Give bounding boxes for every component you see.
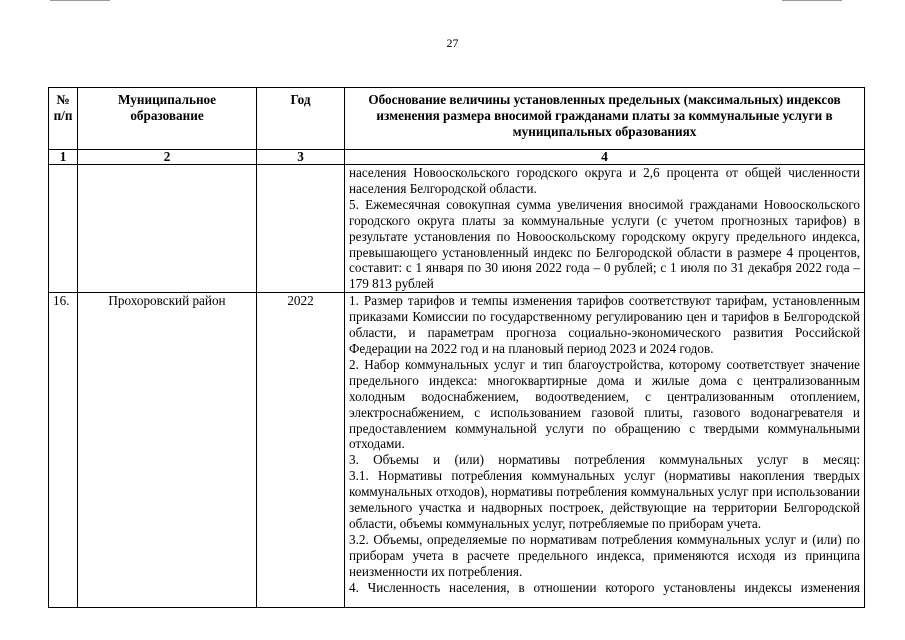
page-cutoff: [349, 595, 860, 607]
table-row: [49, 293, 865, 608]
column-number-row: [49, 150, 865, 165]
paragraph: 2. Набор коммунальных услуг и тип благоустройства, которому соответствует значение предельного индекса: многоквартирные дома и жилые дома с централизованным холодным водоснабжением, водоотведением, с централизованным отоплением, электроснабжением, с использованием газовой плиты, газового водонагревателя и предоставлением коммунальной услуги по обращению с твердыми коммунальными отходами.: [349, 356, 860, 452]
top-edge-line-left: [50, 0, 110, 1]
paragraph: населения Новооскольского городского округа и 2,6 процента от общей численности населения Белгородской области.: [349, 165, 860, 196]
header-justification: Обоснование величины установленных предельных (максимальных) индексов изменения размера вносимой гражданами платы за коммунальные услуги в муниципальных образованиях: [345, 88, 865, 150]
row-year: [257, 165, 345, 293]
paragraph: 3. Объемы и (или) нормативы потребления коммунальных услуг в месяц:: [349, 452, 860, 468]
row-municipality: [78, 165, 257, 293]
column-number-1: 1: [49, 150, 78, 165]
paragraph: 4. Численность населения, в отношении которого установлены индексы изменения: [349, 579, 860, 595]
row-num: [49, 165, 78, 293]
column-number-2: 2: [78, 150, 257, 165]
paragraph: 5. Ежемесячная совокупная сумма увеличения вносимой гражданами Новооскольского городского округа платы за коммунальные услуги (с учетом прогнозных тарифов) в результате установления по Новооскольскому городскому округу предельного индекса, превышающего установленный индекс по Белгородской области в размере 4 процентов, составит: с 1 января по 30 июня 2022 года – 0 рублей; с 1 июля по 31 декабря 2022 года – 179 813 рублей: [349, 196, 860, 292]
header-num: № п/п: [49, 88, 78, 150]
header-municipality: Муниципальное образование: [78, 88, 257, 150]
table-row: [49, 165, 865, 293]
paragraph: 1. Размер тарифов и темпы изменения тарифов соответствуют тарифам, установленным приказами Комиссии по государственному регулированию цен и тарифов в Белгородской области, и параметрам прогноза социально-экономического развития Российской Федерации на 2022 год и на плановый период 2023 и 2024 годов.: [349, 293, 860, 356]
paragraph: 3.2. Объемы, определяемые по нормативам потребления коммунальных услуг и (или) по приборам учета в расчете предельного индекса, применяются исходя из принципа неизменности их потребления.: [349, 531, 860, 579]
row-num: 16.: [49, 293, 78, 608]
paragraph: 3.1. Нормативы потребления коммунальных услуг (нормативы накопления твердых коммунальных отходов), нормативы потребления коммунальных услуг при использовании земельного участка и надворных построек, действующие на территории Белгородской области, объемы коммунальных услуг, потребляемые по приборам учета.: [349, 468, 860, 531]
row-justification: [345, 165, 865, 293]
row-year: 2022: [257, 293, 345, 608]
row-justification: [345, 293, 865, 608]
header-year: Год: [257, 88, 345, 150]
page-number: 27: [446, 36, 459, 50]
row-municipality: Прохоровский район: [78, 293, 257, 608]
column-number-4: 4: [345, 150, 865, 165]
indices-table: [48, 87, 865, 608]
top-edge-line-right: [782, 0, 842, 1]
column-number-3: 3: [257, 150, 345, 165]
table-header-row: [49, 88, 865, 150]
